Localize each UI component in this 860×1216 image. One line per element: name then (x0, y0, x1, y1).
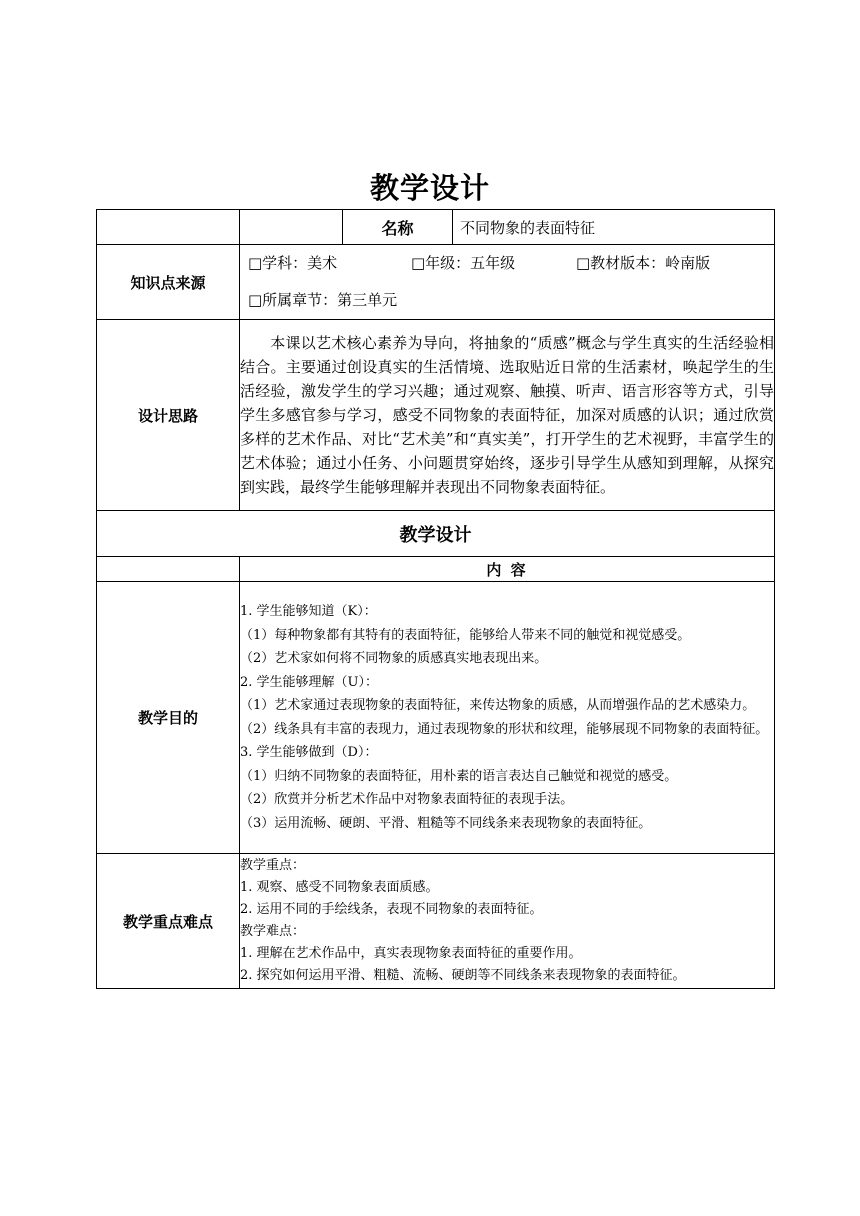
header-empty-cell-1 (97, 210, 240, 245)
design-idea-text: 本课以艺术核心素养为导向，将抽象的“质感”概念与学生真实的生活经验相结合。主要通过创设真实的生活情境、选取贴近日常的生活素材，唤起学生的生活经验，激发学生的学习兴趣；通过观察、触摸、听声、语言形容等方式，引导学生多感官参与学习，感受不同物象的表面特征，加深对质感的认识；通过欣赏多样的艺术作品、对比“艺术美”和“真实美”，打开学生的艺术视野，丰富学生的艺术体验；通过小任务、小问题贯穿始终，逐步引导学生从感知到理解，从探究到实践，最终学生能够理解并表现出不同物象表面特征。 (240, 334, 774, 496)
objective-line: （1）归纳不同物象的表面特征，用朴素的语言表达自己触觉和视觉的感受。 (240, 768, 678, 784)
key-points-row (97, 854, 775, 989)
objective-line: （3）运用流畅、硬朗、平滑、粗糙等不同线条来表现物象的表面特征。 (240, 815, 652, 831)
objective-line: 1. 学生能够知道（K）： (240, 604, 377, 619)
edition-field: □教材版本：岭南版 (576, 254, 711, 272)
objectives-row (97, 582, 775, 854)
design-idea-row (97, 320, 775, 511)
design-idea-label: 设计思路 (97, 320, 240, 511)
content-heading-empty-cell (97, 557, 240, 582)
header-row (97, 210, 775, 245)
content-heading: 内 容 (240, 557, 775, 582)
content-heading-row (97, 557, 775, 582)
name-value: 不同物象的表面特征 (453, 210, 775, 245)
key-point-line: 1. 观察、感受不同物象表面质感。 (240, 880, 439, 895)
grade-field: □年级：五年级 (411, 254, 516, 272)
objective-line: （1）艺术家通过表现物象的表面特征，来传达物象的质感，从而增强作品的艺术感染力。 (240, 698, 756, 713)
section-heading: 教学设计 (97, 511, 775, 557)
lesson-design-table (96, 209, 775, 989)
design-idea-content (240, 320, 775, 511)
objectives-label: 教学目的 (97, 582, 240, 854)
page-title: 教学设计 (369, 171, 490, 205)
section-heading-row (97, 511, 775, 557)
key-points-label: 教学重点难点 (97, 854, 240, 989)
knowledge-source-line-1 (240, 245, 774, 282)
name-label: 名称 (343, 210, 453, 245)
objective-line: 2. 学生能够理解（U）： (240, 674, 378, 690)
subject-field: □学科：美术 (248, 254, 338, 272)
objective-line: 3. 学生能够做到（D）： (240, 745, 378, 760)
chapter-field: □所属章节：第三单元 (248, 291, 398, 309)
header-empty-cell-2 (240, 210, 343, 245)
key-point-line: 教学难点： (240, 924, 306, 939)
key-point-line: 1. 理解在艺术作品中，真实表现物象表面特征的重要作用。 (240, 946, 582, 961)
knowledge-source-row (97, 245, 775, 320)
objective-line: （2）艺术家如何将不同物象的质感真实地表现出来。 (240, 651, 548, 666)
objective-line: （2）欣赏并分析艺术作品中对物象表面特征的表现手法。 (240, 792, 574, 807)
key-point-line: 2. 运用不同的手绘线条，表现不同物象的表面特征。 (240, 902, 543, 917)
objective-line: （2）线条具有丰富的表现力，通过表现物象的形状和纹理，能够展现不同物象的表面特征。 (240, 721, 769, 737)
objective-line: （1）每种物象都有其特有的表面特征，能够给人带来不同的触觉和视觉感受。 (240, 627, 691, 643)
key-point-line: 2. 探究如何运用平滑、粗糙、流畅、硬朗等不同线条来表现物象的表面特征。 (240, 968, 686, 983)
knowledge-source-label: 知识点来源 (97, 245, 240, 320)
key-point-line: 教学重点： (240, 858, 306, 873)
key-points-content (240, 854, 775, 989)
knowledge-source-content (240, 245, 775, 320)
objectives-content (240, 582, 775, 854)
